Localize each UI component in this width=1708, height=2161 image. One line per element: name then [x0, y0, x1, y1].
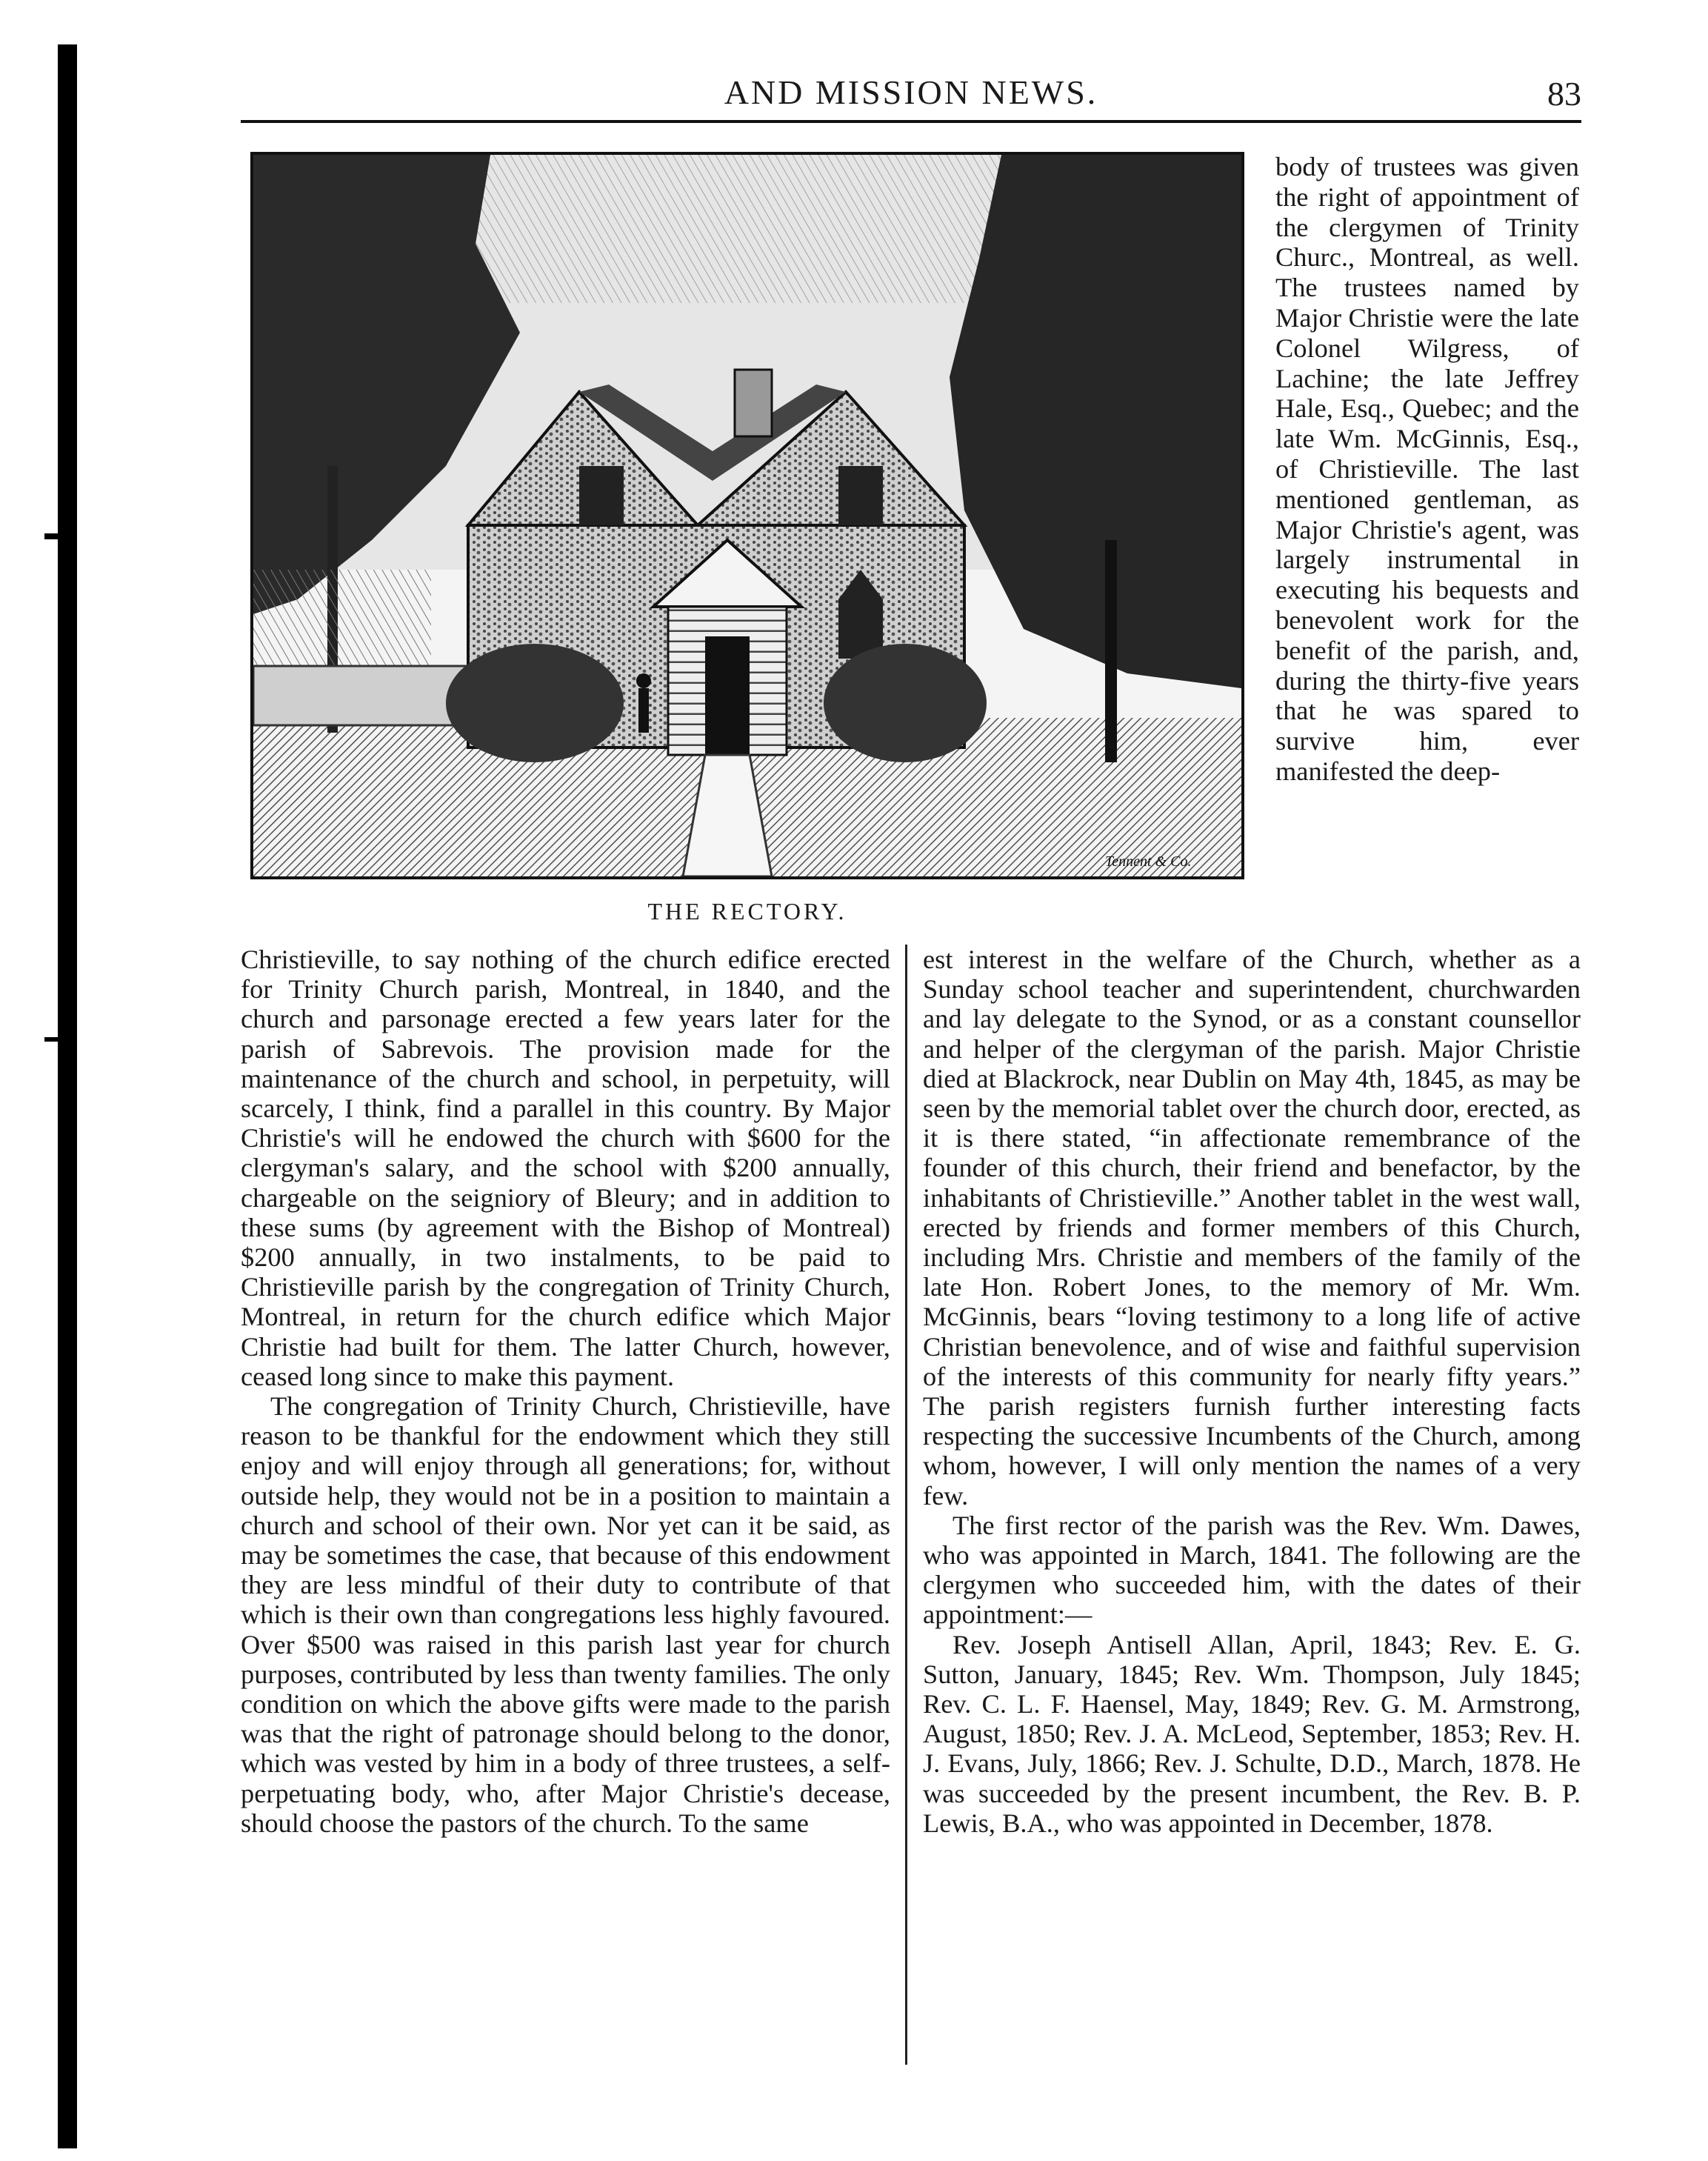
rectory-engraving: [250, 152, 1244, 879]
rectory-illustration-svg: [253, 155, 1241, 876]
column-rule: [905, 945, 907, 2065]
figure-caption: THE RECTORY.: [647, 898, 847, 925]
right-column-top: [1275, 152, 1579, 787]
binding-mark: [44, 1037, 70, 1042]
paragraph: body of trustees was given the right of appointment of the clergymen of Trinity Churc., Montreal, as well. The trustees named by Major Christie were the late Colonel Wilgress, of Lachine; the late Jeffrey Hale, Esq., Quebec; and the late Wm. McGinnis, Esq., of Christieville. The last mentioned gentleman, as Major Christie's agent, was largely instrumental in executing his bequests and benevolent work for the benefit of the parish, and, during the thirty-five years that he was spared to survive him, ever manifested the deep-: [1275, 152, 1579, 786]
page-binding-edge: [58, 44, 77, 2148]
binding-mark: [44, 533, 67, 539]
page-number: 83: [1547, 75, 1581, 113]
running-head: AND MISSION NEWS.: [724, 73, 1098, 111]
paragraph: Rev. Joseph Antisell Allan, April, 1843; Rev. E. G. Sutton, January, 1845; Rev. Wm. Thompson, July 1845; Rev. C. L. F. Haensel, May, 1849; Rev. G. M. Armstrong, August, 1850; Rev. J. A. McLeod, September, 1853; Rev. H. J. Evans, July, 1866; Rev. J. Schulte, D.D., March, 1878. He was succeeded by the present incumbent, the Rev. B. P. Lewis, B.A., who was appointed in December, 1878.: [923, 1629, 1581, 1838]
engraver-signature: Tennent & Co.: [1105, 853, 1192, 870]
paragraph: The congregation of Trinity Church, Christieville, have reason to be thankful for the endowment which they still enjoy and will enjoy through all generations; for, without outside help, they would not be in a position to maintain a church and school of their own. Nor yet can it be said, as may be sometimes the case, that because of this endowment they are less mindful of their duty to contribute of that which is their own than congregations less highly favoured. Over $500 was raised in this parish last year for church purposes, contributed by less than twenty families. The only condition on which the above gifts were made to the parish was that the right of patronage should belong to the donor, which was vested by him in a body of three trustees, a self-perpetuating body, who, after Major Christie's decease, should choose the pastors of the church. To the same: [241, 1391, 890, 1838]
page-header: [241, 68, 1581, 120]
paragraph: est interest in the welfare of the Church, whether as a Sunday school teacher and superintendent, churchwarden and lay delegate to the Synod, or as a constant counsellor and helper of the clergyman of the parish. Major Christie died at Blackrock, near Dublin on May 4th, 1845, as may be seen by the memorial tablet over the church door, erected, as it is there stated, “in affectionate remembrance of the founder of this church, their friend and benefactor, by the inhabitants of Christieville.” Another tablet in the west wall, erected by friends and former members of this Church, including Mrs. Christie and members of the family of the late Hon. Robert Jones, to the memory of Mr. Wm. McGinnis, bears “loving testimony to a long life of active Christian benevolence, and of wise and faithful supervision of the interests of this community for nearly fifty years.” The parish registers furnish further interesting facts respecting the successive Incumbents of the Church, among whom, however, I will only mention the names of a very few.: [923, 945, 1581, 1511]
right-column: [923, 945, 1581, 1838]
left-column: [241, 945, 890, 1838]
paragraph: Christieville, to say nothing of the church edifice erected for Trinity Church parish, Montreal, in 1840, and the church and parsonage erected a few years later for the parish of Sabrevois. The provision made for the maintenance of the church and school, in perpetuity, will scarcely, I think, find a parallel in this country. By Major Christie's will he endowed the church with $600 for the clergyman's salary, and the school with $200 annually, chargeable on the seigniory of Bleury; and in addition to these sums (by agreement with the Bishop of Montreal) $200 annually, in two instalments, to be paid to Christieville parish by the congregation of Trinity Church, Montreal, in return for the church edifice which Major Christie had built for them. The latter Church, however, ceased long since to make this payment.: [241, 945, 890, 1391]
paragraph: The first rector of the parish was the Rev. Wm. Dawes, who was appointed in March, 1841. The following are the clergymen who succeeded him, with the dates of their appointment:—: [923, 1510, 1581, 1630]
header-rule: [241, 120, 1581, 123]
